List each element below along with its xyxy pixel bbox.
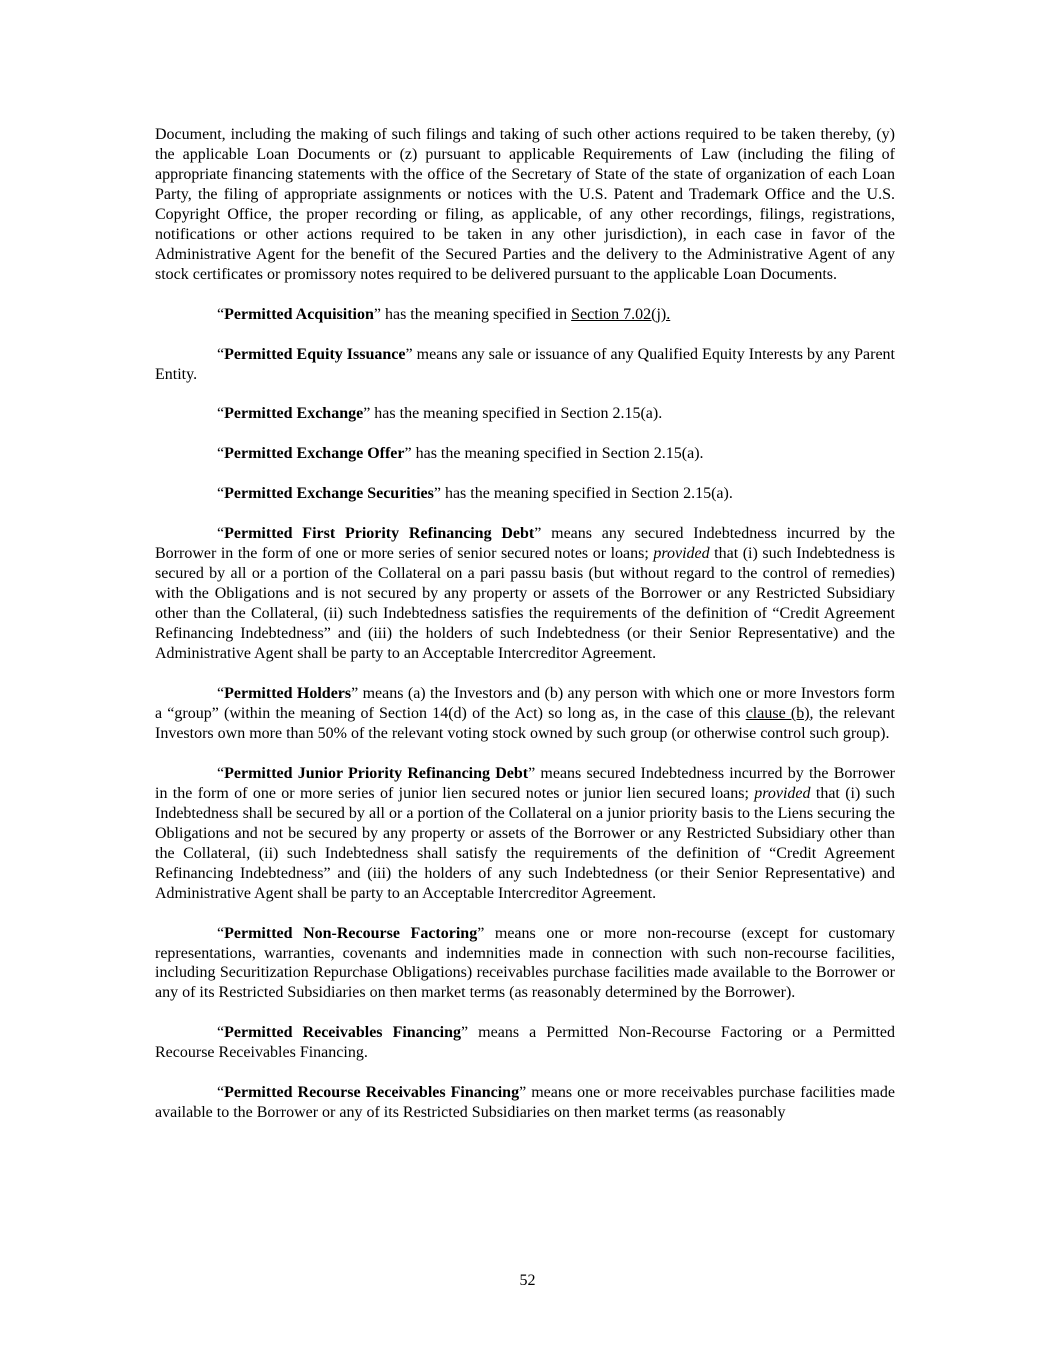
def-permitted-receivables-financing [155, 1023, 895, 1063]
paragraph-text: ” means any sale or issuance of any Qualified Equity Interests by any Parent Entity. [155, 345, 896, 383]
defined-term: Permitted Equity Issuance [224, 345, 406, 363]
def-permitted-junior-priority-refinancing-debt [155, 764, 895, 904]
paragraph-text: “ [217, 485, 225, 503]
paragraph-text: ” means secured Indebtedness incurred by the Borrower in the form of one or more series of junior lien secured notes or junior lien secured loans; [155, 764, 896, 802]
paragraph-text: ” means any secured Indebtedness incurred by the Borrower in the form of one or more series of senior secured notes or loans; [155, 525, 895, 563]
paragraph-text: “ [217, 764, 225, 782]
italic-proviso: provided [653, 545, 710, 563]
paragraph-text: “ [217, 1084, 225, 1102]
def-permitted-first-priority-refinancing-debt [155, 524, 895, 664]
paragraph-text: ” has the meaning specified in [373, 305, 572, 323]
paragraph-text: ” means one or more receivables purchase facilities made available to the Borrower or any of its Restricted Subsidiaries on then market terms (as reasonably [155, 1084, 895, 1122]
def-permitted-exchange-securities [155, 484, 895, 504]
paragraph-text: ” has the meaning specified in Section 2.15(a). [363, 405, 663, 423]
defined-term: Permitted Exchange Offer [224, 445, 405, 463]
para-continuation [155, 125, 895, 285]
paragraph-text: ” has the meaning specified in Section 2.15(a). [404, 445, 704, 463]
def-permitted-equity-issuance [155, 345, 895, 385]
paragraph-text: , the relevant Investors own more than 50% of the relevant voting stock owned by such group (or otherwise control such group). [155, 704, 896, 742]
paragraph-text: “ [217, 924, 225, 942]
defined-term: Permitted First Priority Refinancing Debt [224, 525, 535, 543]
page-number: 52 [519, 1272, 536, 1289]
defined-term: Permitted Receivables Financing [224, 1024, 462, 1042]
def-permitted-acquisition [155, 305, 895, 325]
cross-reference: Section 7.02(j). [571, 305, 671, 323]
paragraph-text: that (i) such Indebtedness is secured by all or a portion of the Collateral on a pari passu basis (but without regard to the control of remedies) with the Obligations and is not secured by any property or assets of the Borrower or any Restricted Subsidiary other than the Collateral, (ii) such Indebtedness satisfies the requirements of the definition of “Credit Agreement Refinancing Indebtedness” and (iii) the holders of such Indebtedness (or their Senior Representative) and the Administrative Agent shall be party to an Acceptable Intercreditor Agreement. [155, 545, 896, 663]
document-body [155, 125, 895, 1123]
paragraph-text: “ [217, 405, 225, 423]
paragraph-text: that (i) such Indebtedness shall be secured by all or a portion of the Collateral on a junior priority basis to the Liens securing the Obligations and not be secured by any property or assets of the Borrower or any Restricted Subsidiary other than the Collateral, (ii) such Indebtedness shall satisfy the requirements of the definition of “Credit Agreement Refinancing Indebtedness” and (iii) the holders of any such Indebtedness (or their Senior Representative) and Administrative Agent shall be party to an Acceptable Intercreditor Agreement. [155, 784, 896, 902]
paragraph-text: “ [217, 685, 225, 703]
defined-term: Permitted Acquisition [224, 305, 374, 323]
paragraph-text: ” has the meaning specified in Section 2.15(a). [433, 485, 733, 503]
paragraph-text: “ [217, 305, 225, 323]
def-permitted-exchange [155, 404, 895, 424]
paragraph-text: Document, including the making of such filings and taking of such other actions required to be taken thereby, (y) the applicable Loan Documents or (z) pursuant to applicable Requirements of Law (including the filing of appropriate financing statements with the office of the Secretary of State of the state of organization of each Loan Party, the filing of appropriate assignments or notices with the U.S. Patent and Trademark Office and the U.S. Copyright Office, the proper recording or filing, as applicable, of any other recordings, filings, registrations, notifications or other actions required to be taken in any other jurisdiction), in each case in favor of the Administrative Agent for the benefit of the Secured Parties and the delivery to the Administrative Agent of any stock certificates or promissory notes required to be delivered pursuant to the applicable Loan Documents. [155, 126, 895, 283]
paragraph-text: “ [217, 1024, 225, 1042]
paragraph-text: “ [217, 525, 225, 543]
paragraph-text: “ [217, 445, 225, 463]
defined-term: Permitted Recourse Receivables Financing [224, 1084, 520, 1102]
paragraph-text: ” means a Permitted Non-Recourse Factoring or a Permitted Recourse Receivables Financing. [155, 1024, 895, 1062]
def-permitted-holders [155, 684, 895, 744]
paragraph-text: ” means (a) the Investors and (b) any person with which one or more Investors form a “group” (within the meaning of Section 14(d) of the Act) so long as, in the case of this [155, 685, 896, 722]
defined-term: Permitted Junior Priority Refinancing Debt [224, 764, 529, 782]
def-permitted-recourse-receivables-financing [155, 1083, 895, 1123]
defined-term: Permitted Holders [224, 685, 352, 703]
defined-term: Permitted Exchange Securities [224, 485, 434, 503]
def-permitted-exchange-offer [155, 444, 895, 464]
defined-term: Permitted Exchange [224, 405, 364, 423]
cross-reference: clause (b) [745, 704, 810, 722]
italic-proviso: provided [754, 784, 811, 802]
defined-term: Permitted Non-Recourse Factoring [224, 924, 478, 942]
def-permitted-non-recourse-factoring [155, 924, 895, 1004]
paragraph-text: ” means one or more non-recourse (except for customary representations, warranties, covenants and indemnities made in connection with such non-recourse facilities, including Securitization Repurchase Obligations) receivables purchase facilities made available to the Borrower or any of its Restricted Subsidiaries on then market terms (as reasonably determined by the Borrower). [155, 924, 895, 1002]
paragraph-text: “ [217, 345, 225, 363]
